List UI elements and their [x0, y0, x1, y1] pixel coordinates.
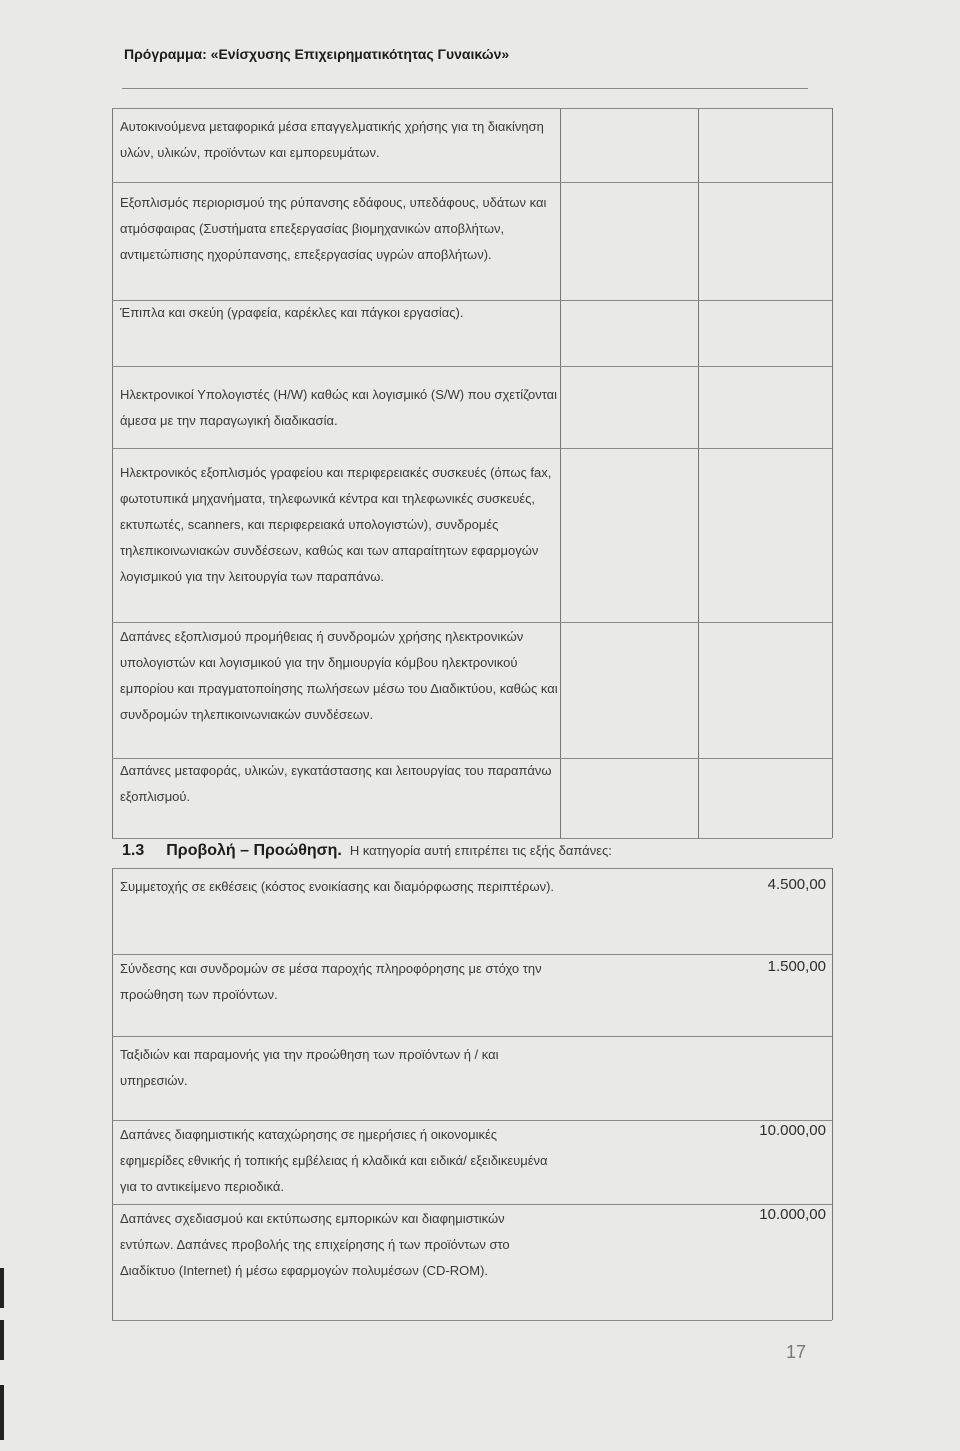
- table-column-divider: [698, 108, 699, 838]
- table-left-border: [112, 868, 113, 1320]
- row-border: [112, 1320, 832, 1321]
- amount-advertising: 10.000,00: [759, 1122, 826, 1139]
- expense-row-furniture: Έπιπλα και σκεύη (γραφεία, καρέκλες και πάγκοι εργασίας).: [120, 305, 464, 320]
- program-title: Πρόγραμμα: «Ενίσχυσης Επιχειρηματικότητας Γυναικών»: [124, 46, 510, 62]
- scan-edge-mark: [0, 1268, 4, 1308]
- row-border: [112, 954, 832, 955]
- scan-edge-mark: [0, 1320, 4, 1360]
- table-right-border: [832, 108, 833, 838]
- section-title: Προβολή – Προώθηση.: [166, 842, 342, 859]
- expense-row-ecommerce: Δαπάνες εξοπλισμού προμήθειας ή συνδρομών χρήσης ηλεκτρονικών υπολογιστών και λογισμικού για την δημιουργία κόμβου ηλεκτρονικού εμπορίου και πραγματοποίησης πωλήσεων μέσω του Διαδικτύου, καθώς και συνδρομών τηλεπικοινωνιακών συνδέσεων.: [120, 629, 558, 722]
- section-number: 1.3: [122, 842, 145, 859]
- table-right-border: [832, 868, 833, 1320]
- expense-row-travel: Ταξιδιών και παραμονής για την προώθηση των προϊόντων ή / και υπηρεσιών.: [120, 1047, 499, 1088]
- expense-row-computers: Ηλεκτρονικοί Υπολογιστές (H/W) καθώς και λογισμικό (S/W) που σχετίζονται άμεσα με την παραγωγική διαδικασία.: [120, 387, 558, 428]
- table-left-border: [112, 108, 113, 838]
- amount-printing-internet: 10.000,00: [759, 1206, 826, 1223]
- row-border: [112, 622, 832, 623]
- row-border: [112, 1204, 832, 1205]
- table-column-divider: [560, 108, 561, 838]
- expense-row-exhibitions: Συμμετοχής σε εκθέσεις (κόστος ενοικίασης και διαμόρφωσης περιπτέρων).: [120, 879, 555, 894]
- row-border: [112, 182, 832, 183]
- section-heading: [122, 842, 822, 860]
- row-border: [112, 868, 832, 869]
- row-border: [112, 366, 832, 367]
- expense-row-transport-installation: Δαπάνες μεταφοράς, υλικών, εγκατάστασης και λειτουργίας του παραπάνω εξοπλισμού.: [120, 763, 552, 804]
- expense-row-pollution-equipment: Εξοπλισμός περιορισμού της ρύπανσης εδάφους, υπεδάφους, υδάτων και ατμόσφαιρας (Συστήματα επεξεργασίας βιομηχανικών αποβλήτων, αντιμετώπισης ηχορύπανσης, επεξεργασίας υγρών αποβλήτων).: [120, 195, 547, 262]
- row-border: [112, 448, 832, 449]
- section-intro: Η κατηγορία αυτή επιτρέπει τις εξής δαπάνες:: [349, 843, 612, 858]
- row-border: [112, 838, 832, 839]
- expense-row-advertising: Δαπάνες διαφημιστικής καταχώρησης σε ημερήσιες ή οικονομικές εφημερίδες εθνικής ή τοπικής εμβέλειας ή κλαδικά και ειδικά/ εξειδικευμένα για το αντικείμενο περιοδικά.: [120, 1127, 548, 1194]
- page-number: 17: [786, 1342, 807, 1362]
- expense-row-printing-internet: Δαπάνες σχεδιασμού και εκτύπωσης εμπορικών και διαφημιστικών εντύπων. Δαπάνες προβολής της επιχείρησης ή των προϊόντων στο Διαδίκτυο (Internet) ή μέσω εφαρμογών πολυμέσων (CD-ROM).: [120, 1211, 510, 1278]
- row-border: [112, 1120, 832, 1121]
- amount-information-subscriptions: 1.500,00: [767, 958, 826, 975]
- expense-row-vehicles: Αυτοκινούμενα μεταφορικά μέσα επαγγελματικής χρήσης για τη διακίνηση υλών, υλικών, προϊόντων και εμπορευμάτων.: [120, 119, 544, 160]
- amount-exhibitions: 4.500,00: [767, 876, 826, 893]
- row-border: [112, 108, 832, 109]
- row-border: [112, 1036, 832, 1037]
- scan-edge-mark: [0, 1385, 4, 1440]
- expense-row-office-electronics: Ηλεκτρονικός εξοπλισμός γραφείου και περιφερειακές συσκευές (όπως fax, φωτοτυπικά μηχανήματα, τηλεφωνικά κέντρα και τηλεφωνικές συσκευές, εκτυπωτές, scanners, και περιφερειακά υπολογιστών), συνδρομές τηλεπικοινωνιακών συνδέσεων, καθώς και των απαραίτητων εφαρμογών λογισμικού για την λειτουργία των παραπάνω.: [120, 465, 552, 584]
- expense-row-information-subscriptions: Σύνδεσης και συνδρομών σε μέσα παροχής πληροφόρησης με στόχο την προώθηση των προϊόντων.: [120, 961, 542, 1002]
